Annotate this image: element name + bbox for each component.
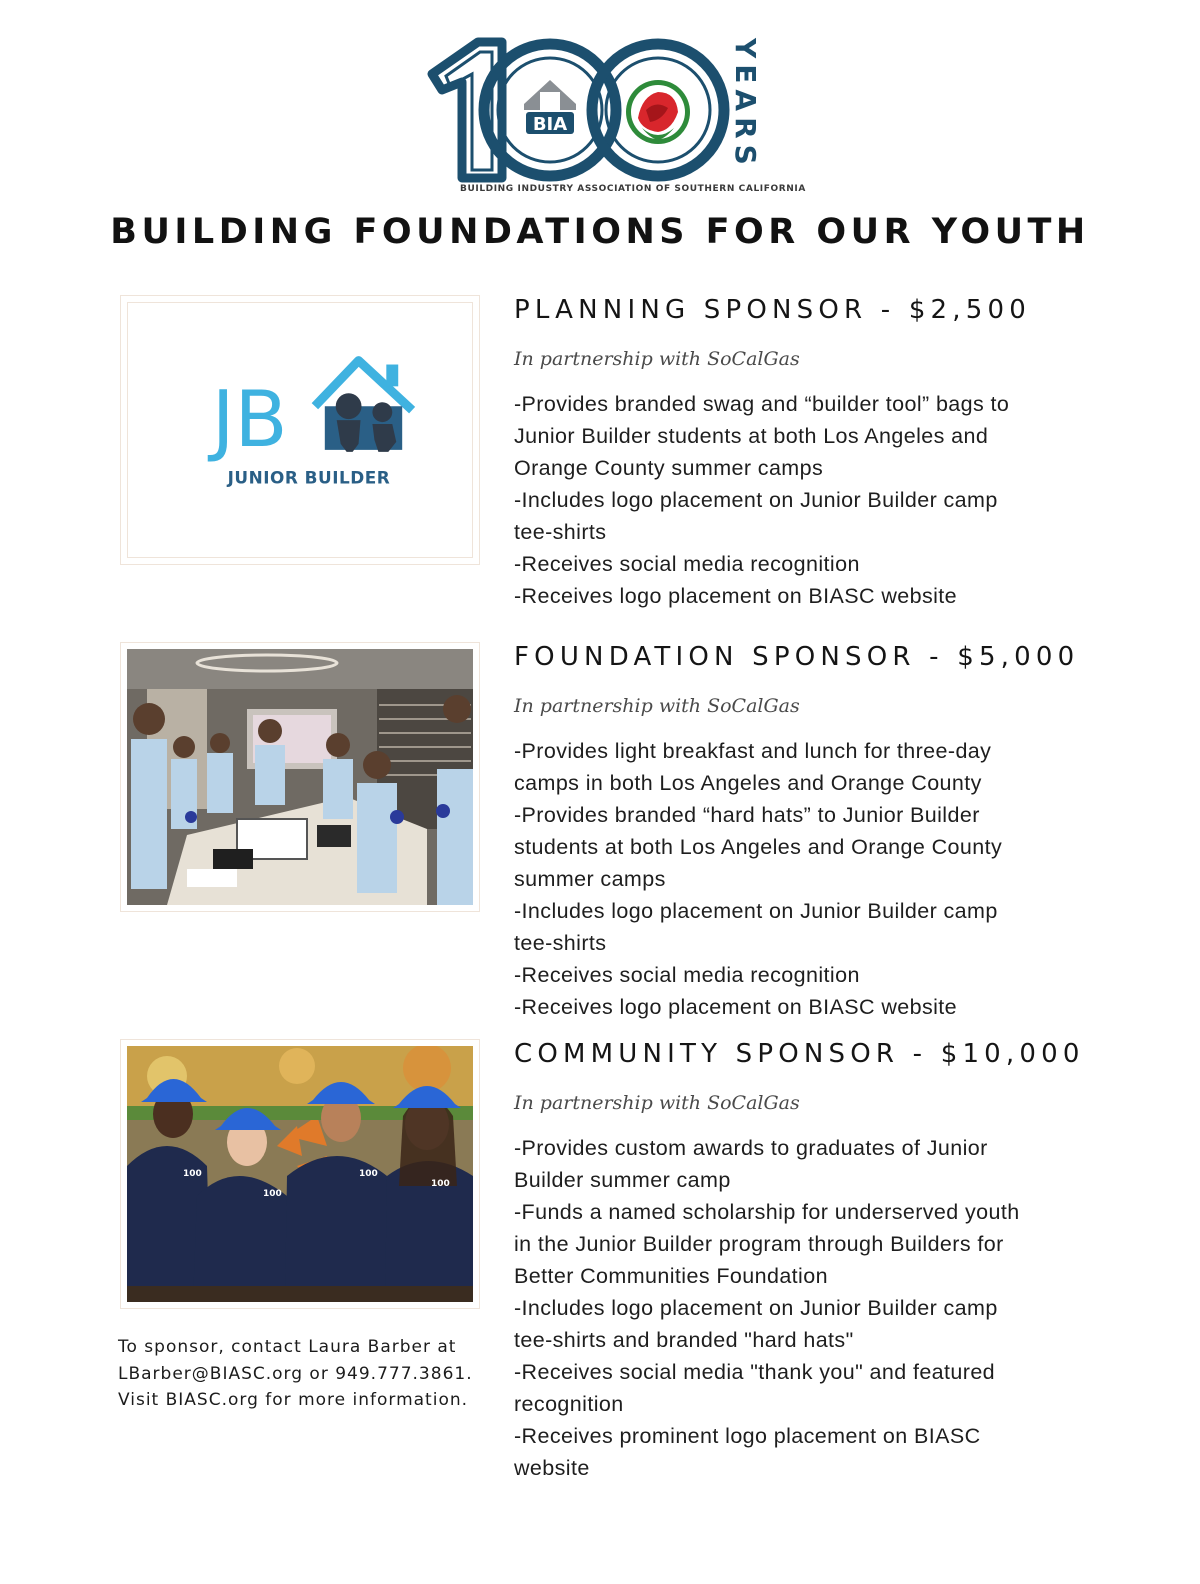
tier-title: FOUNDATION SPONSOR - $5,000	[514, 642, 1080, 672]
students-in-hard-hats-photo	[127, 1046, 473, 1302]
list-item: -Receives prominent logo placement on BIASC	[514, 1424, 981, 1448]
list-item: -Provides custom awards to graduates of Junior	[514, 1136, 988, 1160]
tier-title: COMMUNITY SPONSOR - $10,000	[514, 1039, 1085, 1069]
list-item: -Receives social media "thank you" and featured	[514, 1360, 996, 1384]
list-item: -Provides branded “hard hats” to Junior Builder	[514, 803, 980, 827]
tier-benefits-list	[514, 388, 1084, 612]
svg-text:JB: JB	[211, 374, 288, 465]
house-icon	[315, 361, 412, 450]
list-item: recognition	[514, 1392, 624, 1416]
list-item: tee-shirts and branded "hard hats"	[514, 1328, 854, 1352]
page-title: BUILDING FOUNDATIONS FOR OUR YOUTH	[110, 212, 1090, 252]
list-item: tee-shirts	[514, 931, 607, 955]
list-item: summer camps	[514, 867, 666, 891]
list-item: tee-shirts	[514, 520, 607, 544]
list-item: -Receives social media recognition	[514, 552, 860, 576]
svg-text:100: 100	[263, 1189, 282, 1199]
list-item: -Funds a named scholarship for underserved youth	[514, 1200, 1020, 1224]
community-photo-frame	[120, 1039, 480, 1309]
tier-partner: In partnership with SoCalGas	[514, 348, 800, 370]
rose-icon	[626, 80, 690, 144]
list-item: Orange County summer camps	[514, 456, 824, 480]
foundation-sponsor-section	[514, 641, 1084, 1023]
list-item: Better Communities Foundation	[514, 1264, 828, 1288]
svg-text:100: 100	[183, 1169, 202, 1179]
logo-years-text: YEARS	[729, 38, 762, 171]
list-item: camps in both Los Angeles and Orange County	[514, 771, 982, 795]
planning-sponsor-section	[514, 294, 1084, 612]
list-item: Builder summer camp	[514, 1168, 731, 1192]
junior-builder-logo-frame	[120, 295, 480, 565]
svg-text:100: 100	[431, 1179, 450, 1189]
list-item: students at both Los Angeles and Orange County	[514, 835, 1003, 859]
list-item: -Includes logo placement on Junior Builder camp	[514, 1296, 998, 1320]
list-item: -Receives social media recognition	[514, 963, 860, 987]
community-sponsor-section	[514, 1038, 1084, 1484]
list-item: -Receives logo placement on BIASC website	[514, 995, 958, 1019]
tier-partner: In partnership with SoCalGas	[514, 1092, 800, 1114]
list-item: -Receives logo placement on BIASC website	[514, 584, 958, 608]
bia-house-icon	[524, 80, 576, 135]
list-item: website	[514, 1456, 590, 1480]
tier-benefits-list	[514, 1132, 1084, 1484]
contact-line: To sponsor, contact Laura Barber at	[118, 1337, 457, 1357]
list-item: -Includes logo placement on Junior Builder camp	[514, 899, 998, 923]
students-working-on-model-photo	[127, 649, 473, 905]
list-item: -Provides light breakfast and lunch for three-day	[514, 739, 992, 763]
junior-builder-logo	[128, 303, 472, 557]
tier-partner: In partnership with SoCalGas	[514, 695, 800, 717]
bia-100-years-emblem	[420, 30, 806, 200]
svg-text:100: 100	[359, 1169, 378, 1179]
svg-text:BIA: BIA	[532, 114, 568, 135]
contact-info	[118, 1334, 488, 1414]
svg-text:JUNIOR BUILDER: JUNIOR BUILDER	[227, 467, 391, 488]
list-item: -Includes logo placement on Junior Builder camp	[514, 488, 998, 512]
logo-subtitle: BUILDING INDUSTRY ASSOCIATION OF SOUTHERN CALIFORNIA	[460, 184, 806, 194]
list-item: in the Junior Builder program through Builders for	[514, 1232, 1004, 1256]
foundation-photo-frame	[120, 642, 480, 912]
tier-benefits-list	[514, 735, 1084, 1023]
list-item: Junior Builder students at both Los Angeles and	[514, 424, 989, 448]
bia-100-years-logo	[420, 30, 806, 200]
list-item: -Provides branded swag and “builder tool” bags to	[514, 392, 1010, 416]
contact-website[interactable]: Visit BIASC.org for more information.	[118, 1390, 469, 1410]
contact-email-phone[interactable]: LBarber@BIASC.org or 949.777.3861.	[118, 1363, 473, 1384]
tier-title: PLANNING SPONSOR - $2,500	[514, 295, 1031, 325]
